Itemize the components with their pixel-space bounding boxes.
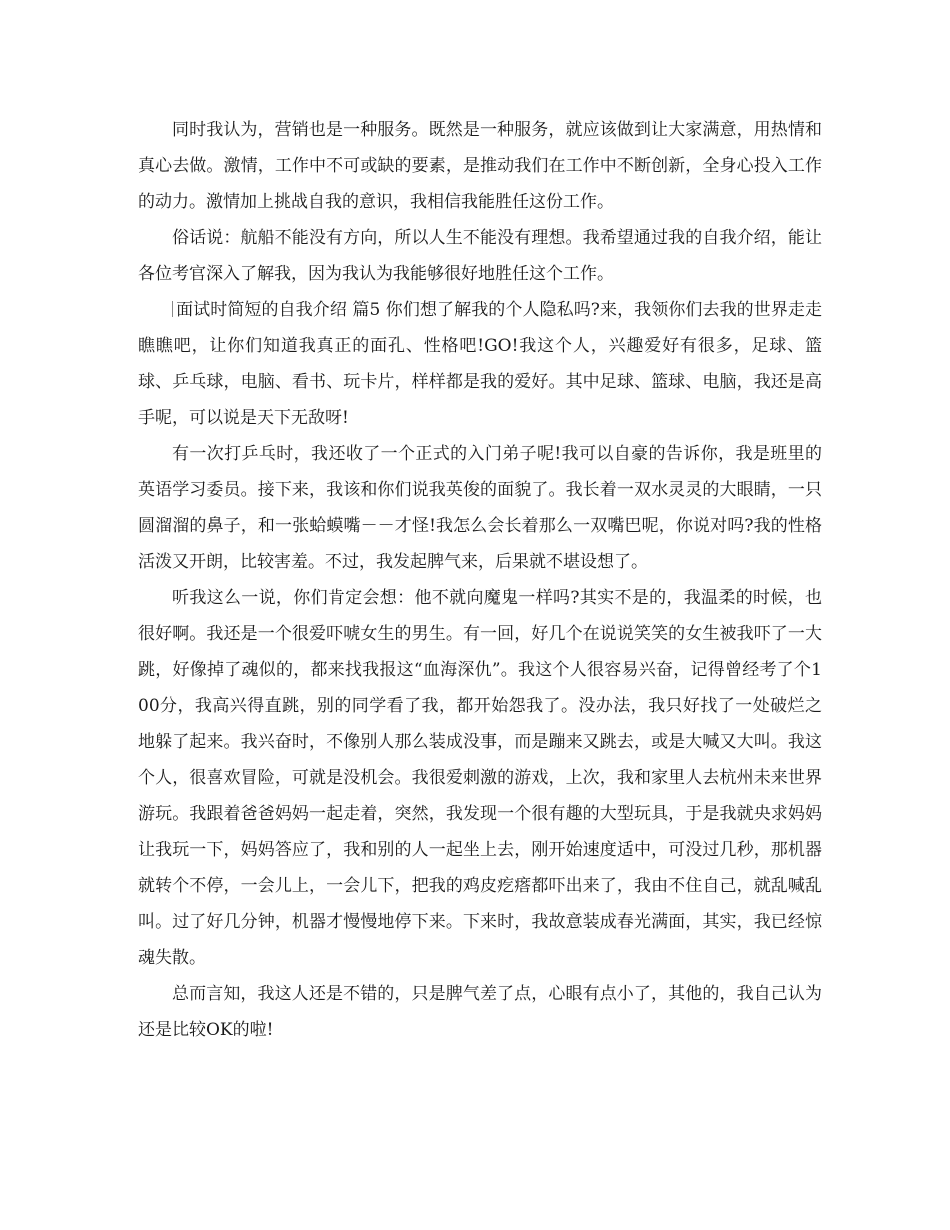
- paragraph-intro-5-text: 面试时简短的自我介绍 篇5 你们想了解我的个人隐私吗?来，我领你们去我的世界走走瞧瞧吧，让你们知道我真正的面孔、性格吧!GO!我这个人，兴趣爱好有很多，足球、篮球、乒乓球，电脑、看书、玩卡片，样样都是我的爱好。其中足球、篮球、电脑，我还是高手呢，可以说是天下无敌呀!: [138, 300, 822, 428]
- paragraph-intro-5: [138, 292, 822, 436]
- paragraph-conclusion: 总而言知，我这人还是不错的，只是脾气差了点，心眼有点小了，其他的，我自己认为还是比较OK的啦!: [138, 984, 822, 1040]
- text-cursor-marker: [172, 301, 173, 317]
- paragraph-ideal: 俗话说：航船不能没有方向，所以人生不能没有理想。我希望通过我的自我介绍，能让各位考官深入了解我，因为我认为我能够很好地胜任这个工作。: [138, 228, 822, 284]
- document-body: [138, 112, 822, 1048]
- paragraph-marketing: 同时我认为，营销也是一种服务。既然是一种服务，就应该做到让大家满意，用热情和真心去做。激情，工作中不可或缺的要素，是推动我们在工作中不断创新，全身心投入工作的动力。激情加上挑战自我的意识，我相信我能胜任这份工作。: [138, 120, 822, 212]
- paragraph-personality: 听我这么一说，你们肯定会想：他不就向魔鬼一样吗?其实不是的，我温柔的时候，也很好啊。我还是一个很爱吓唬女生的男生。有一回，好几个在说说笑笑的女生被我吓了一大跳，好像掉了魂似的，都来找我报这“血海深仇”。我这个人很容易兴奋，记得曾经考了个100分，我高兴得直跳，别的同学看了我，都开始怨我了。没办法，我只好找了一处破烂之地躲了起来。我兴奋时，不像别人那么装成没事，而是蹦来又跳去，或是大喊又大叫。我这个人，很喜欢冒险，可就是没机会。我很爱刺激的游戏，上次，我和家里人去杭州未来世界游玩。我跟着爸爸妈妈一起走着，突然，我发现一个很有趣的大型玩具，于是我就央求妈妈让我玩一下，妈妈答应了，我和别的人一起坐上去，刚开始速度适中，可没过几秒，那机器就转个不停，一会儿上，一会儿下，把我的鸡皮疙瘩都吓出来了，我由不住自己，就乱喊乱叫。过了好几分钟，机器才慢慢地停下来。下来时，我故意装成春光满面，其实，我已经惊魂失散。: [138, 588, 822, 968]
- paragraph-appearance: 有一次打乒乓时，我还收了一个正式的入门弟子呢!我可以自豪的告诉你，我是班里的英语学习委员。接下来，我该和你们说我英俊的面貌了。我长着一双水灵灵的大眼睛，一只圆溜溜的鼻子，和一张蛤蟆嘴－－才怪!我怎么会长着那么一双嘴巴呢，你说对吗?我的性格活泼又开朗，比较害羞。不过，我发起脾气来，后果就不堪设想了。: [138, 444, 822, 572]
